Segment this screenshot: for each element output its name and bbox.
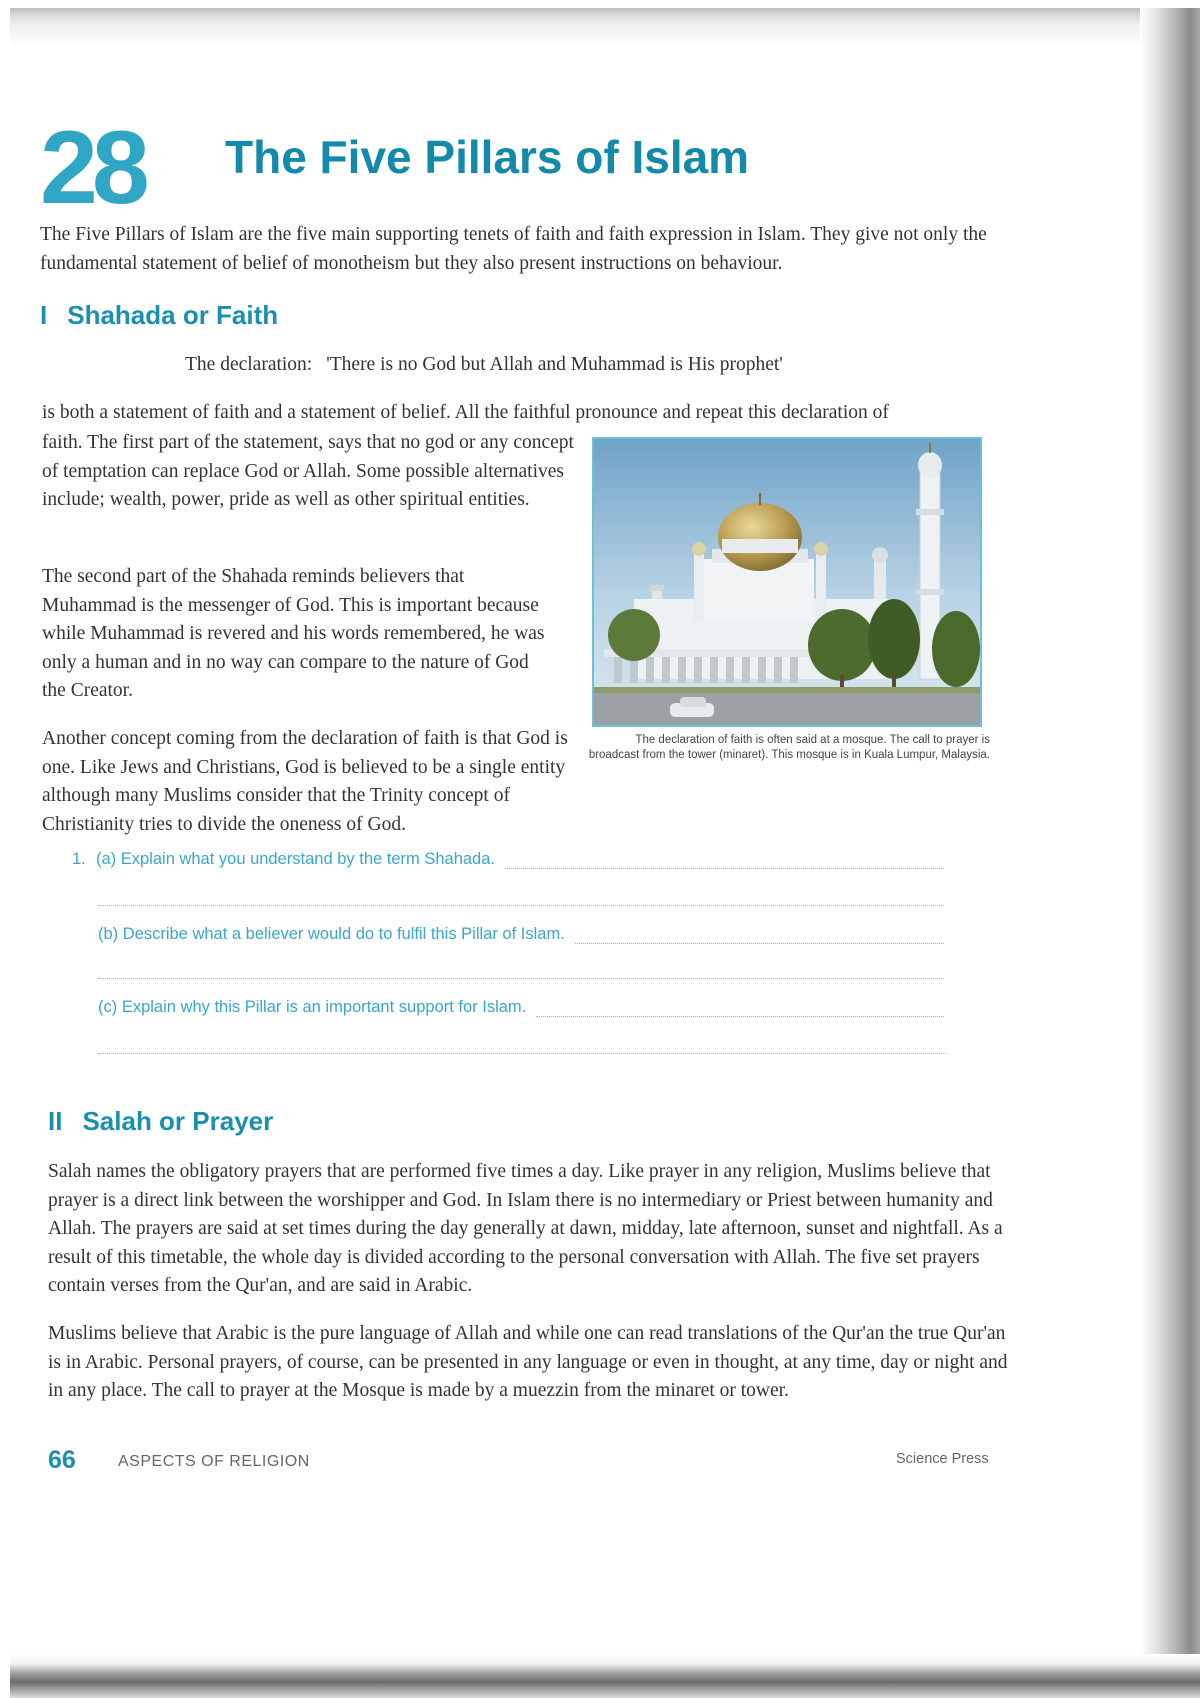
chapter-title: The Five Pillars of Islam xyxy=(225,131,750,183)
question-text: (c) Explain why this Pillar is an important support for Islam. xyxy=(98,998,527,1016)
section-heading-shahada xyxy=(40,300,278,331)
salah-paragraph-2: Muslims believe that Arabic is the pure language of Allah and while one can read translations of the Qur'an the true Qur'an is in Arabic. Personal prayers, of course, can be presented in any language or even in thought, at any time, day or night and in any place. The call to prayer at the Mosque is made by a muezzin from the minaret or tower. xyxy=(48,1323,1008,1401)
shahada-paragraph-3: Another concept coming from the declaration of faith is that God is one. Like Jews and Christians, God is believed to be a single entity although many Muslims consider that the Trinity concept of Christianity tries to divide the oneness of God. xyxy=(42,728,568,835)
section-numeral: I xyxy=(40,300,48,330)
intro-paragraph: The Five Pillars of Islam are the five main supporting tenets of faith and faith expression in Islam. They give not only the fundamental statement of belief of monotheism but they also present instructions on behaviour. xyxy=(40,224,987,274)
answer-line-1c[interactable] xyxy=(536,998,944,1017)
scan-bottom-edge xyxy=(10,1654,1200,1698)
section-title: Salah or Prayer xyxy=(82,1106,274,1136)
answer-line-1a[interactable] xyxy=(505,850,944,869)
question-1a xyxy=(72,850,944,869)
answer-line-1b[interactable] xyxy=(575,925,944,944)
scan-top-edge xyxy=(10,8,1190,48)
answer-line-1b-extra[interactable] xyxy=(98,978,944,979)
declaration-label: The declaration: xyxy=(185,354,313,375)
page-gutter-shadow xyxy=(1140,8,1200,1698)
question-1c xyxy=(98,998,944,1017)
page-number: 66 xyxy=(48,1446,76,1474)
section-title: Shahada or Faith xyxy=(67,300,279,330)
question-text: (b) Describe what a believer would do to fulfil this Pillar of Islam. xyxy=(98,925,565,943)
question-text: (a) Explain what you understand by the term Shahada. xyxy=(96,850,495,868)
shahada-paragraph-1: faith. The first part of the statement, says that no god or any concept of temptation can replace God or Allah. Some possible alternatives include; wealth, power, pride as well as other spiritual entities. xyxy=(42,432,574,510)
photo-caption: The declaration of faith is often said at a mosque. The call to prayer is broadcast from the tower (minaret). This mosque is in Kuala Lumpur, Malaysia. xyxy=(588,734,990,761)
question-number: 1. xyxy=(72,850,86,868)
shahada-paragraph-2: The second part of the Shahada reminds believers that Muhammad is the messenger of God. This is important because while Muhammad is revered and his words remembered, he was only a human and in no way can compare to the nature of God the Creator. xyxy=(42,566,545,701)
mosque-photo xyxy=(592,437,982,727)
footer-book-title: ASPECTS OF RELIGION xyxy=(118,1453,310,1470)
answer-line-1a-extra[interactable] xyxy=(98,905,944,906)
answer-line-1c-extra[interactable] xyxy=(98,1053,946,1054)
shahada-statement-line: is both a statement of faith and a statement of belief. All the faithful pronounce and repeat this declaration of xyxy=(42,402,889,423)
section-numeral: II xyxy=(48,1106,63,1136)
footer-publisher: Science Press xyxy=(896,1451,989,1467)
declaration xyxy=(185,351,783,379)
declaration-quote: 'There is no God but Allah and Muhammad is His prophet' xyxy=(326,354,783,375)
question-1b xyxy=(98,925,944,944)
section-heading-salah xyxy=(48,1106,273,1137)
salah-paragraph-1: Salah names the obligatory prayers that are performed five times a day. Like prayer in any religion, Muslims believe that prayer is a direct link between the worshipper and God. In Islam there is no intermediary or Priest between humanity and Allah. The prayers are said at set times during the day generally at dawn, midday, late afternoon, sunset and nightfall. As a result of this timetable, the whole day is divided according to the personal conversation with Allah. The five set prayers contain verses from the Qur'an, and are said in Arabic. xyxy=(48,1161,1003,1296)
chapter-number: 28 xyxy=(40,110,144,226)
scan-left-edge xyxy=(0,0,10,1698)
